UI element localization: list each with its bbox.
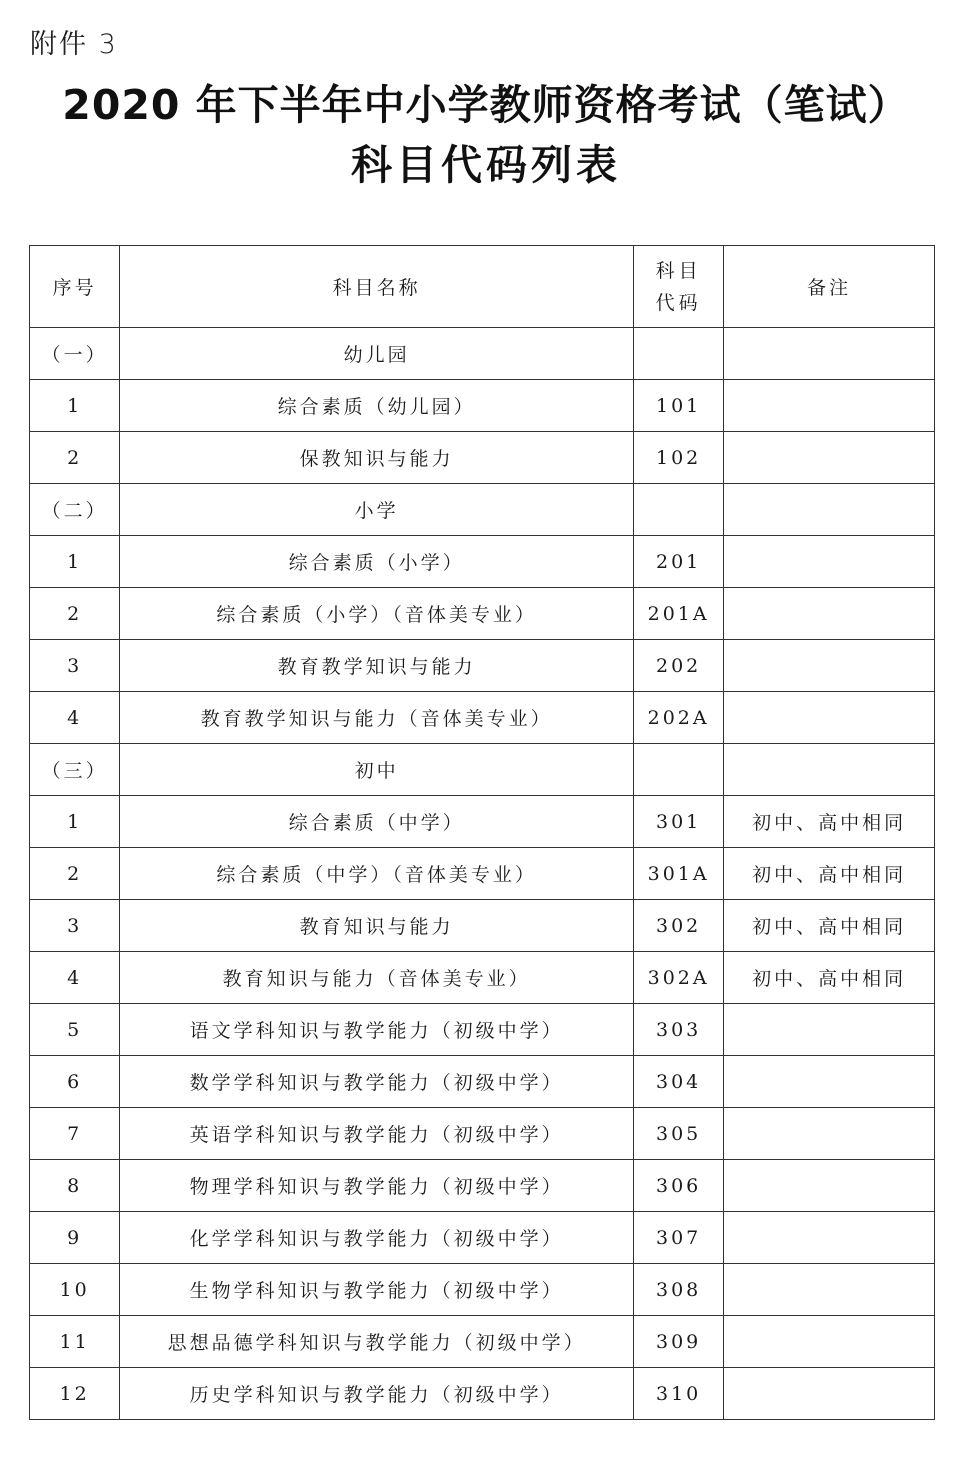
subject-name: 化学学科知识与教学能力（初级中学）	[120, 1212, 634, 1264]
group-row	[30, 744, 935, 796]
header-code-line1: 科目	[655, 259, 702, 282]
table-row	[30, 952, 935, 1004]
row-number: 10	[30, 1264, 120, 1316]
subject-name: 教育知识与能力	[120, 900, 634, 952]
table-row	[30, 1108, 935, 1160]
subject-name: 综合素质（中学）（音体美专业）	[120, 848, 634, 900]
remark	[724, 1160, 935, 1212]
subject-code	[633, 484, 723, 536]
row-number: 8	[30, 1160, 120, 1212]
row-number: 1	[30, 796, 120, 848]
row-number: （二）	[30, 484, 120, 536]
row-number: 3	[30, 640, 120, 692]
subject-code: 302	[633, 900, 723, 952]
table-row	[30, 380, 935, 432]
subject-code: 202A	[633, 692, 723, 744]
table-row	[30, 692, 935, 744]
remark	[724, 744, 935, 796]
row-number: 6	[30, 1056, 120, 1108]
row-number: 4	[30, 952, 120, 1004]
subject-code: 201A	[633, 588, 723, 640]
remark: 初中、高中相同	[724, 900, 935, 952]
subject-name: 综合素质（幼儿园）	[120, 380, 634, 432]
header-name: 科目名称	[120, 246, 634, 328]
row-number: 2	[30, 432, 120, 484]
table-row	[30, 536, 935, 588]
table-row	[30, 432, 935, 484]
subject-code: 303	[633, 1004, 723, 1056]
table-row	[30, 796, 935, 848]
row-number: 5	[30, 1004, 120, 1056]
remark	[724, 1264, 935, 1316]
group-row	[30, 328, 935, 380]
subject-name: 英语学科知识与教学能力（初级中学）	[120, 1108, 634, 1160]
subject-name: 思想品德学科知识与教学能力（初级中学）	[120, 1316, 634, 1368]
subject-name: 历史学科知识与教学能力（初级中学）	[120, 1368, 634, 1420]
subject-code: 310	[633, 1368, 723, 1420]
subject-name: 教育教学知识与能力（音体美专业）	[120, 692, 634, 744]
subject-code-table	[29, 245, 935, 1420]
header-no: 序号	[30, 246, 120, 328]
subject-name: 小学	[120, 484, 634, 536]
subject-name: 语文学科知识与教学能力（初级中学）	[120, 1004, 634, 1056]
subject-code: 102	[633, 432, 723, 484]
subject-name: 幼儿园	[120, 328, 634, 380]
remark	[724, 1056, 935, 1108]
header-code	[633, 246, 723, 328]
table-row	[30, 1264, 935, 1316]
table-row	[30, 1160, 935, 1212]
subject-name: 数学学科知识与教学能力（初级中学）	[120, 1056, 634, 1108]
page-title: 2020 年下半年中小学教师资格考试（笔试）	[62, 81, 910, 129]
remark	[724, 1108, 935, 1160]
table-row	[30, 1056, 935, 1108]
remark	[724, 380, 935, 432]
subject-code	[633, 328, 723, 380]
row-number: 2	[30, 848, 120, 900]
subject-code: 309	[633, 1316, 723, 1368]
remark	[724, 432, 935, 484]
subject-code: 304	[633, 1056, 723, 1108]
row-number: 3	[30, 900, 120, 952]
header-note: 备注	[724, 246, 935, 328]
table-row	[30, 848, 935, 900]
remark	[724, 1316, 935, 1368]
remark	[724, 328, 935, 380]
table-row	[30, 640, 935, 692]
subject-code: 305	[633, 1108, 723, 1160]
table-row	[30, 588, 935, 640]
subject-code: 201	[633, 536, 723, 588]
row-number: 4	[30, 692, 120, 744]
remark	[724, 1004, 935, 1056]
row-number: （三）	[30, 744, 120, 796]
row-number: 9	[30, 1212, 120, 1264]
remark: 初中、高中相同	[724, 848, 935, 900]
remark	[724, 1368, 935, 1420]
subject-code	[633, 744, 723, 796]
table-row	[30, 1316, 935, 1368]
remark	[724, 1212, 935, 1264]
subject-name: 综合素质（小学）（音体美专业）	[120, 588, 634, 640]
table-row	[30, 1212, 935, 1264]
table-row	[30, 1004, 935, 1056]
table-body	[30, 328, 935, 1420]
subject-name: 初中	[120, 744, 634, 796]
subject-code: 308	[633, 1264, 723, 1316]
subject-name: 生物学科知识与教学能力（初级中学）	[120, 1264, 634, 1316]
remark	[724, 536, 935, 588]
attachment-label: 附件 3	[30, 29, 118, 60]
remark: 初中、高中相同	[724, 952, 935, 1004]
subject-code: 301A	[633, 848, 723, 900]
subject-name: 教育知识与能力（音体美专业）	[120, 952, 634, 1004]
row-number: 2	[30, 588, 120, 640]
subject-code: 307	[633, 1212, 723, 1264]
table-header-row	[30, 246, 935, 328]
header-code-line2: 代码	[655, 291, 702, 314]
row-number: 7	[30, 1108, 120, 1160]
subject-name: 综合素质（小学）	[120, 536, 634, 588]
subject-code: 306	[633, 1160, 723, 1212]
remark	[724, 692, 935, 744]
table-row	[30, 900, 935, 952]
subject-code: 301	[633, 796, 723, 848]
row-number: （一）	[30, 328, 120, 380]
remark	[724, 640, 935, 692]
remark	[724, 484, 935, 536]
remark	[724, 588, 935, 640]
remark: 初中、高中相同	[724, 796, 935, 848]
subject-code: 302A	[633, 952, 723, 1004]
row-number: 12	[30, 1368, 120, 1420]
table-row	[30, 1368, 935, 1420]
subject-code: 101	[633, 380, 723, 432]
page-subtitle: 科目代码列表	[351, 141, 621, 189]
subject-code: 202	[633, 640, 723, 692]
row-number: 1	[30, 380, 120, 432]
group-row	[30, 484, 935, 536]
subject-name: 保教知识与能力	[120, 432, 634, 484]
subject-name: 综合素质（中学）	[120, 796, 634, 848]
subject-name: 教育教学知识与能力	[120, 640, 634, 692]
row-number: 11	[30, 1316, 120, 1368]
row-number: 1	[30, 536, 120, 588]
subject-name: 物理学科知识与教学能力（初级中学）	[120, 1160, 634, 1212]
